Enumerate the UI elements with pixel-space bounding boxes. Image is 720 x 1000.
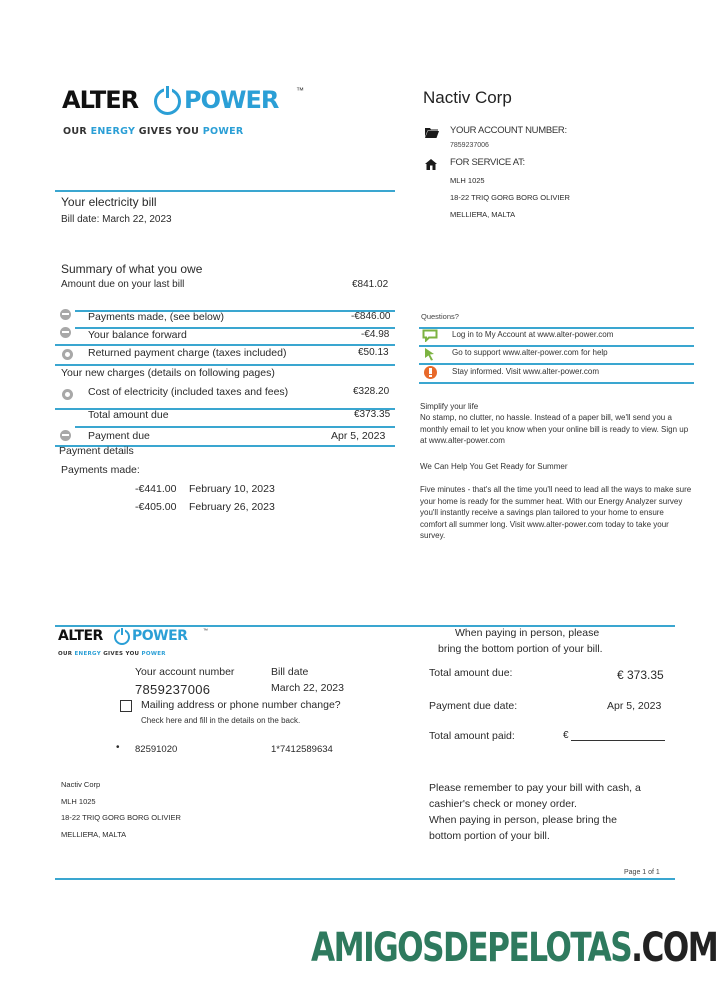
promo-summer-title: We Can Help You Get Ready for Summer xyxy=(420,462,568,471)
stub-reminder-line4: bottom portion of your bill. xyxy=(429,830,550,842)
bill-date: Bill date: March 22, 2023 xyxy=(61,214,172,225)
question-item-text[interactable]: Go to support www.alter-power.com for help xyxy=(452,348,608,357)
address-change-checkbox[interactable] xyxy=(120,700,132,712)
divider xyxy=(419,363,694,365)
logo-power-text: POWER xyxy=(184,86,279,114)
account-number: 7859237006 xyxy=(450,142,489,149)
questions-heading: Questions? xyxy=(421,312,459,321)
last-bill-label: Amount due on your last bill xyxy=(61,279,185,290)
page-indicator: Page 1 of 1 xyxy=(624,869,660,876)
plus-circle-icon xyxy=(62,349,73,360)
summary-row-value: -€4.98 xyxy=(361,329,390,340)
plus-circle-icon xyxy=(62,389,73,400)
stub-bring-notice-line1: When paying in person, please xyxy=(455,627,600,639)
stub-brand-logo: ALTER POWER ™ OUR ENERGY GIVES YOU POWER xyxy=(58,628,208,657)
stub-address-line2: 18-22 TRIQ GORG BORG OLIVIER xyxy=(61,813,181,822)
power-icon xyxy=(114,629,130,645)
stub-reminder-line3: When paying in person, please bring the xyxy=(429,814,617,826)
divider xyxy=(55,344,395,346)
summary-row-label: Payments made, (see below) xyxy=(88,311,224,323)
bill-title: Your electricity bill xyxy=(61,195,157,209)
payments-made-heading: Payments made: xyxy=(61,464,140,476)
summary-row-label: Returned payment charge (taxes included) xyxy=(88,347,287,359)
service-at-label: FOR SERVICE AT: xyxy=(450,157,525,168)
account-number-label: YOUR ACCOUNT NUMBER: xyxy=(450,125,567,136)
amount-paid-field[interactable] xyxy=(571,740,665,741)
total-due-label: Total amount due xyxy=(88,409,169,421)
service-address-line2: 18-22 TRIQ GORG BORG OLIVIER xyxy=(450,193,570,202)
service-address-line3: MELLIEĦA, MALTA xyxy=(450,210,516,219)
summary-heading: Summary of what you owe xyxy=(61,262,203,276)
address-change-label: Mailing address or phone number change? xyxy=(141,699,341,711)
payment-date: February 26, 2023 xyxy=(189,501,275,513)
stub-reminder-line1: Please remember to pay your bill with cash, a xyxy=(429,782,641,794)
alert-icon xyxy=(424,366,437,379)
summary-row-value: -€846.00 xyxy=(351,311,391,322)
watermark-name: AMIGOSDEPELOTAS xyxy=(311,925,632,971)
stub-bottom-divider xyxy=(55,878,675,880)
stub-total-due-value: € 373.35 xyxy=(617,668,664,682)
question-item-text[interactable]: Log in to My Account at www.alter-power.com xyxy=(452,330,614,339)
address-change-hint: Check here and fill in the details on the back. xyxy=(141,716,301,725)
stub-bill-date-value: March 22, 2023 xyxy=(271,682,344,694)
trademark: ™ xyxy=(296,86,304,95)
stub-paid-currency: € xyxy=(563,730,569,741)
home-icon xyxy=(425,157,437,168)
stub-due-date-label: Payment due date: xyxy=(429,700,518,712)
stub-bill-date-label: Bill date xyxy=(271,666,309,678)
stub-account-label: Your account number xyxy=(135,666,235,678)
divider xyxy=(419,382,694,384)
new-charges-heading: Your new charges (details on following pages) xyxy=(61,367,275,379)
payment-due-value: Apr 5, 2023 xyxy=(331,430,386,442)
watermark xyxy=(311,925,717,971)
service-address-line1: MLH 1025 xyxy=(450,176,485,185)
customer-name: Nactiv Corp xyxy=(423,88,512,107)
question-item-text[interactable]: Stay informed. Visit www.alter-power.com xyxy=(452,367,600,376)
logo-tagline: OUR ENERGY GIVES YOU POWER xyxy=(63,126,244,137)
stub-account-number: 7859237006 xyxy=(135,682,211,697)
stub-code1: 82591020 xyxy=(135,744,178,755)
stub-address-line3: MELLIEĦA, MALTA xyxy=(61,830,127,839)
folder-icon xyxy=(425,125,439,136)
summary-row-label: Your balance forward xyxy=(88,329,187,341)
stub-address-line1: MLH 1025 xyxy=(61,797,96,806)
brand-logo xyxy=(62,86,322,140)
divider xyxy=(419,345,694,347)
promo-simplify-text: No stamp, no clutter, no hassle. Instead of a paper bill, we'll send you a monthly email to let you know when your online bill is ready to view. Sign up at www.alter-power.com xyxy=(420,413,689,445)
summary-row-value: €328.20 xyxy=(353,386,390,397)
promo-summer-text: Five minutes - that's all the time you'll need to lead all the ways to make sure your home is ready for the summer heat. With our Energy Analyzer survey you'll instantly receive a savings plan tailored to your home to ensure comfort all summer long. Visit www.alter-power.com today to take your survey. xyxy=(420,485,692,540)
stub-bring-notice-line2: bring the bottom portion of your bill. xyxy=(438,643,603,655)
stub-bullet: • xyxy=(116,742,120,753)
last-bill-value: €841.02 xyxy=(352,279,389,290)
minus-circle-icon xyxy=(60,430,71,441)
payment-due-label: Payment due xyxy=(88,430,150,442)
stub-reminder-line2: cashier's check or money order. xyxy=(429,798,577,810)
stub-address-name: Nactiv Corp xyxy=(61,780,101,789)
summary-row-value: €50.13 xyxy=(358,347,389,358)
summary-row-label: Cost of electricity (included taxes and fees) xyxy=(88,386,289,398)
watermark-tld: .COM xyxy=(631,925,718,971)
cursor-icon xyxy=(424,347,436,361)
promo-simplify-title: Simplify your life xyxy=(420,402,479,411)
power-icon xyxy=(154,88,181,115)
stub-total-due-label: Total amount due: xyxy=(429,667,513,679)
chat-icon xyxy=(422,329,438,342)
payment-amount: -€441.00 xyxy=(135,483,177,495)
payment-details-heading: Payment details xyxy=(59,445,134,457)
payment-amount: -€405.00 xyxy=(135,501,177,513)
total-due-value: €373.35 xyxy=(354,409,391,420)
stub-due-date-value: Apr 5, 2023 xyxy=(607,700,662,712)
divider xyxy=(75,426,395,428)
minus-circle-icon xyxy=(60,309,71,320)
stub-code2: 1*7412589634 xyxy=(271,744,333,755)
divider xyxy=(55,190,395,192)
stub-paid-label: Total amount paid: xyxy=(429,730,515,742)
divider xyxy=(55,364,395,366)
logo-alter-text: ALTER xyxy=(62,86,139,114)
divider xyxy=(419,327,694,329)
minus-circle-icon xyxy=(60,327,71,338)
payment-date: February 10, 2023 xyxy=(189,483,275,495)
